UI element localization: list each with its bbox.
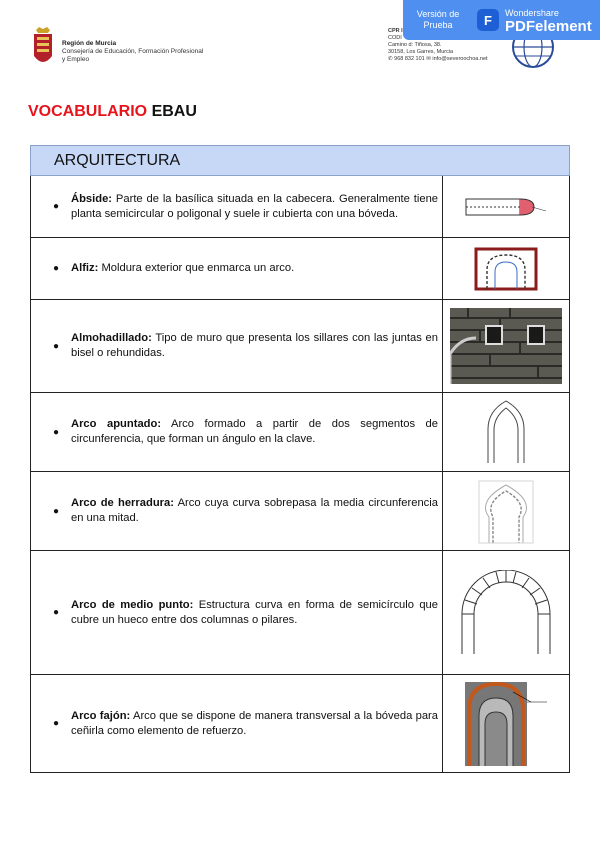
phone-icon: ✆ <box>388 56 393 62</box>
region-department: Consejería de Educación, Formación Profesional <box>62 48 204 55</box>
title-black: EBAU <box>151 103 197 120</box>
term: Arco fajón: <box>71 709 131 722</box>
center-name: CPR I <box>388 28 403 34</box>
bullet-icon: ● <box>53 607 60 618</box>
term: Arco apuntado: <box>71 418 162 430</box>
term: Ábside: <box>71 192 113 205</box>
round-arch-icon <box>458 570 554 656</box>
transverse-arch-icon <box>461 680 551 768</box>
table-row <box>30 675 570 773</box>
region-crest-icon <box>32 26 54 68</box>
page-title <box>28 103 197 121</box>
definition-text: Arco cuya curva sobrepasa la media circunferencia en una mitad. <box>71 497 438 524</box>
center-phone: 968 832 101 <box>394 56 425 62</box>
term: Almohadillado: <box>71 332 152 344</box>
apse-plan-icon <box>460 187 552 227</box>
mail-icon: ✉ <box>426 56 431 62</box>
bullet-icon: ● <box>53 505 60 517</box>
alfiz-arch-icon <box>473 246 539 292</box>
bullet-icon: ● <box>53 263 60 274</box>
watermark-version: Versión de <box>416 9 460 19</box>
definition <box>71 598 438 628</box>
definition <box>71 261 294 276</box>
definition <box>71 709 438 739</box>
definition-text: Estructura curva en forma de semicírculo que cubre un hueco entre dos columnas o pilares. <box>71 598 438 626</box>
bullet-icon: ● <box>53 718 60 729</box>
definition <box>71 496 438 526</box>
section-heading: ARQUITECTURA <box>30 145 570 176</box>
center-email: info@severoochoa.net <box>432 56 488 62</box>
center-city: 30158, Los Garres, Murcia <box>388 49 454 55</box>
definition <box>71 331 438 361</box>
table-row <box>30 472 570 551</box>
definition-text: Parte de la basílica situada en la cabecera. Generalmente tiene planta semicircular o poligonal y suele ir cubierta con una bóveda. <box>71 192 439 220</box>
term: Arco de medio punto: <box>71 598 194 611</box>
region-name: Región de Murcia <box>62 40 117 47</box>
center-contact <box>388 56 488 63</box>
title-red: VOCABULARIO <box>28 103 148 120</box>
table-row <box>30 176 570 238</box>
horseshoe-arch-icon <box>475 477 537 545</box>
watermark-brand-small: Wondershare <box>505 8 559 18</box>
rusticated-wall-icon <box>450 308 562 384</box>
definition <box>71 192 438 222</box>
region-department-cont: y Empleo <box>62 56 90 63</box>
definition-text: Arco que se dispone de manera transversal a la bóveda para ceñirla como elemento de refuerzo. <box>71 709 439 737</box>
table-row <box>30 238 570 300</box>
table-row <box>30 393 570 472</box>
center-code: CODI <box>388 35 402 41</box>
definition-text: Tipo de muro que presenta los sillares con las juntas en bisel o rehundidas. <box>71 332 438 359</box>
term: Alfiz: <box>71 262 99 274</box>
center-address: Camino d: Tiñosa, 38. <box>388 42 442 48</box>
table-row <box>30 300 570 393</box>
term: Arco de herradura: <box>71 497 174 509</box>
vocabulary-table <box>30 145 570 773</box>
bullet-icon: ● <box>53 201 60 212</box>
bullet-icon: ● <box>53 340 60 352</box>
definition-text: Arco formado a partir de dos segmentos de circunferencia, que forman un ángulo en la clave. <box>71 418 438 445</box>
definition <box>71 417 438 447</box>
pdfelement-watermark[interactable] <box>403 0 600 40</box>
pdfelement-logo-icon: F <box>477 9 499 31</box>
table-row <box>30 551 570 675</box>
bullet-icon: ● <box>53 426 60 438</box>
region-header <box>32 26 203 68</box>
watermark-brand-big: PDFelement <box>505 18 592 35</box>
pointed-arch-icon <box>484 399 528 465</box>
definition-text: Moldura exterior que enmarca un arco. <box>101 262 295 274</box>
watermark-trial: Prueba <box>423 20 453 30</box>
